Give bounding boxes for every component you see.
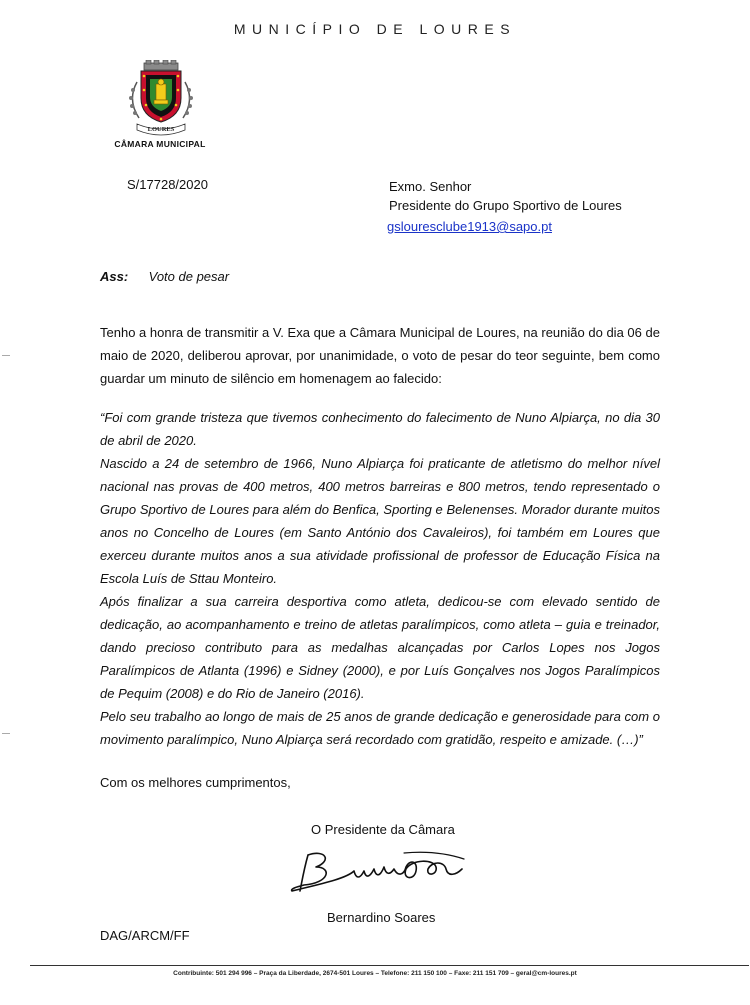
signatory-name: Bernardino Soares: [327, 910, 436, 925]
recipient-block: [389, 177, 622, 236]
crest-scroll-text: LOURES: [147, 126, 175, 133]
recipient-salutation: Exmo. Senhor: [389, 179, 472, 194]
quote-paragraph: Após finalizar a sua carreira desportiva como atleta, dedicou-se com elevado sentido de dedicação, ao acompanhamento e treino de atletas paralímpicos, como atleta – guia e treinador, dando precioso contributo para as medalhas alcançadas por Carlos Lopes nos Jogos Paralímpicos de Atlanta (1996) e Sidney (2000), e por Luís Gonçalves nos Jogos Paralímpicos de Pequim (2008) e do Rio de Janeiro (2016).: [100, 594, 660, 701]
subject-line: [100, 269, 229, 284]
reference-number: S/17728/2020: [127, 177, 208, 192]
signatory-title: O Presidente da Câmara: [311, 822, 455, 837]
quote-paragraph: “Foi com grande tristeza que tivemos conhecimento do falecimento de Nuno Alpiarça, no dia 30 de abril de 2020.: [100, 410, 660, 448]
subject-text: Voto de pesar: [148, 269, 230, 284]
subject-label: Ass:: [100, 269, 129, 284]
municipal-crest-icon: [119, 60, 203, 136]
recipient-email-link[interactable]: gslouresclube1913@sapo.pt: [387, 219, 552, 234]
quote-paragraph: Nascido a 24 de setembro de 1966, Nuno Alpiarça foi praticante de atletismo do melhor nível nacional nas provas de 400 metros, 400 metros barreiras e 800 metros, tendo representado o Grupo Sportivo de Loures para além do Benfica, Sporting e Belenenses. Morador durante muitos anos no Concelho de Loures (em Santo António dos Cavaleiros), foi também em Loures que exerceu durante muitos anos a sua atividade profissional de professor de Educação Física na Escola Luís de Sttau Monteiro.: [100, 456, 660, 586]
department-code: DAG/ARCM/FF: [100, 928, 190, 943]
quote-paragraph: Pelo seu trabalho ao longo de mais de 25 anos de grande dedicação e generosidade para com o movimento paralímpico, Nuno Alpiarça será recordado com gratidão, respeito e amizade. (…)”: [100, 709, 660, 747]
recipient-title: Presidente do Grupo Sportivo de Loures: [389, 198, 622, 213]
margin-tick: [2, 355, 10, 356]
municipality-title: MUNICÍPIO DE LOURES: [233, 21, 517, 37]
opening-paragraph: Tenho a honra de transmitir a V. Exa que a Câmara Municipal de Loures, na reunião do dia 06 de maio de 2020, deliberou aprovar, por unanimidade, o voto de pesar do teor seguinte, bem como guardar um minuto de silêncio em homenagem ao falecido:: [100, 325, 660, 386]
quoted-vote: [100, 406, 660, 751]
crest-caption: CÂMARA MUNICIPAL: [114, 139, 206, 149]
margin-tick: [2, 733, 10, 734]
signature-icon: [286, 845, 472, 901]
footer-contact: Contribuinte: 501 294 996 – Praça da Liberdade, 2674-501 Loures – Telefone: 211 150 100 – Faxe: 211 151 709 – geral@cm-loures.pt: [173, 970, 577, 977]
closing-line: Com os melhores cumprimentos,: [100, 775, 291, 790]
footer-divider: [30, 965, 749, 966]
